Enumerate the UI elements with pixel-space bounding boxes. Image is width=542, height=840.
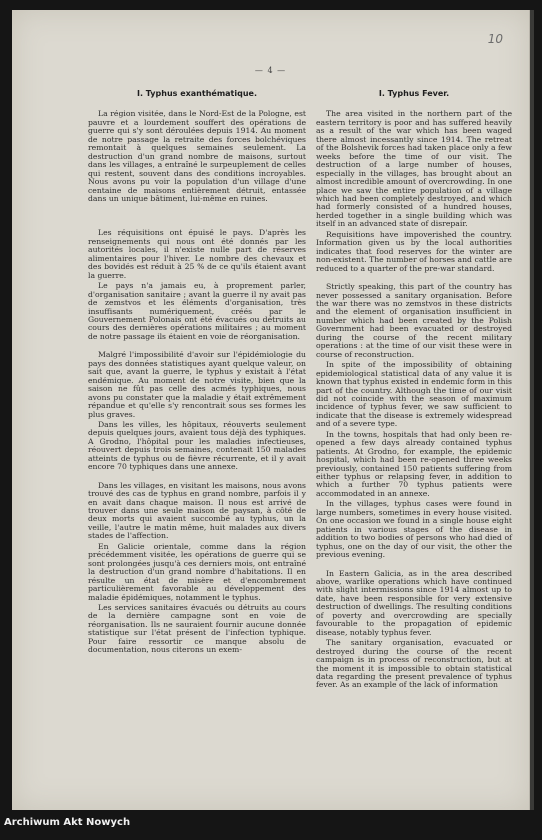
right-paragraph: Strictly speaking, this part of the country has never possessed a sanitary organisation. Before the war there was no zemstvos in these districts and the element of organisation insufficient in number which had been created by the Polish Government had been evacuated or destroyed during the course of the recent military operations : at the time of our visit these were in course of reconstruction.	[316, 282, 512, 359]
left-paragraph: Malgré l'impossibilité d'avoir sur l'épidémiologie du pays des données statistiques ayant quelque valeur, on sait que, avant la guerre, le typhus y existait à l'état endémique. Au moment de notre visite, bien que la saison ne fût pas celle des acmés typhiques, nous avons pu constater que la maladie y était extrêmement répandue et qu'elle s'y rencontrait sous ses formes les plus graves.	[88, 350, 306, 419]
document-page	[12, 10, 534, 810]
left-paragraph: Les services sanitaires évacués ou détruits au cours de la dernière campagne sont en voie de réorganisation. Ils ne sauraient fournir aucune donnée statistique sur l'état présent de l'infection typhique. Pour faire ressortir ce manque absolu de documentation, nous citerons un exem-	[88, 603, 306, 655]
left-paragraph: Dans les villages, en visitant les maisons, nous avons trouvé des cas de typhus en grand nombre, parfois il y en avait dans chaque maison. Il nous est arrivé de trouver dans une seule maison de paysan, à côté de deux morts qui avaient succombé au typhus, un la veille, l'autre le matin même, huit malades aux divers stades de l'affection.	[88, 480, 306, 541]
right-paragraph: The sanitary organisation, evacuated or destroyed during the course of the recent campaign is in process of reconstruction, but at the moment it is impossible to obtain statistical data regarding the present prevalence of typhus fever. As an example of the lack of information	[316, 638, 512, 690]
left-paragraph: La région visitée, dans le Nord-Est de la Pologne, est pauvre et a lourdement souffert des opérations de guerre qui s'y sont déroulées depuis 1914. Au moment de notre passage la retraite des forces bolchéviques remontait à quelques semaines seulement. La destruction d'un grand nombre de maisons, surtout dans les villages, a entraîné le surpeuplement de celles qui restent, souvent dans des conditions incroyables. Nous avons pu voir la population d'un village d'une centaine de maisons entièrement détruit, entassée dans un unique bâtiment, lui-même en ruines.	[88, 109, 306, 203]
right-column-english	[316, 90, 512, 692]
left-paragraph: Le pays n'a jamais eu, à proprement parler, d'organisation sanitaire ; avant la guerre il ny avait pas de zemstvos et les éléments d'organisation, très insuffisants numériquement, créés par le Gouvernement Polonais ont été évacués ou détruits au cours des dernières opérations militaires ; au moment de notre passage ils étaient en voie de réorganisation.	[88, 281, 306, 341]
left-paragraph: En Galicie orientale, comme dans la région précédemment visitée, les opérations de guerre qui se sont prolongées jusqu'à ces derniers mois, ont entraîné la destruction d'un grand nombre d'habitations. Il en résulte un état de misère et d'encombrement particulièrement favorable au développement des maladie épidémiques, notamment le typhus.	[88, 541, 306, 602]
left-paragraph: Les réquisitions ont épuisé le pays. D'après les renseignements qui nous ont été donnés par les autorités locales, il n'existe nulle part de réserves alimentaires pour l'hiver. Le nombre des chevaux et des bovidés est réduit à 25 % de ce qu'ils étaient avant la guerre.	[88, 228, 306, 280]
footer-bar	[0, 810, 542, 840]
archive-label: Archiwum Akt Nowych	[4, 817, 131, 828]
page-number: — 4 —	[254, 66, 287, 75]
right-paragraph: The area visited in the northern part of the eastern territory is poor and has suffered heavily as a result of the war which has been waged there almost incessantly since 1914. The retreat of the Bolshevik forces had taken place only a few weeks before the time of our visit. The destruction of a large number of houses, especially in the villages, has brought about an almost incredible amount of overcrowding. In one place we saw the entire population of a village which had been completely destroyed, and which had formerly consisted of a hundred houses, herded together in a single building which was itself in an advanced state of disrepair.	[316, 109, 512, 229]
page-inner	[12, 10, 530, 810]
right-paragraph: In the towns, hospitals that had only been re-opened a few days already contained typhus patients. At Grodno, for example, the epidemic hospital, which had been re-opened three weeks previously, contained 150 patients suffering from either typhus or relapsing fever, in addition to which a further 70 typhus patients were accommodated in an annexe.	[316, 429, 512, 498]
handwritten-page-number: 10	[487, 32, 503, 46]
right-paragraph: In Eastern Galicia, as in the area described above, warlike operations which have continued with slight intermissions since 1914 almost up to date, have been responsible for very extensive destruction of dwellings. The resulting conditions of poverty and overcrowding are specially favourable to the propagation of epidemic disease, notably typhus fever.	[316, 568, 512, 637]
right-paragraph: In the villages, typhus cases were found in large numbers, sometimes in every house visited. On one occasion we found in a single house eight patients in various stages of the disease in addition to two bodies of persons who had died of typhus, one on the day of our visit, the other the previous evening.	[316, 499, 512, 560]
right-paragraph: In spite of the impossibility of obtaining epidemiological statistical data of any value it is known that typhus existed in endemic form in this part of the country. Although the time of our visit did not coincide with the season of maximum incidence of typhus fever, we saw sufficient to indicate that the disease is extremely widespread and of a severe type.	[316, 360, 512, 429]
left-column-french	[88, 90, 306, 657]
left-paragraph: Dans les villes, les hôpitaux, réouverts seulement depuis quelques jours, avaient tous déjà des typhiques. A Grodno, l'hôpital pour les maladies infectieuses, réouvert depuis trois semaines, contenait 150 malades atteints de typhus ou de fièvre récurrente, et il y avait encore 70 typhiques dans une annexe.	[88, 419, 306, 472]
left-column-title: I. Typhus exanthématique.	[137, 89, 257, 98]
right-paragraph: Requisitions have impoverished the country. Information given us by the local authorities indicates that food reserves for the winter are non-existent. The number of horses and cattle are reduced to a quarter of the pre-war standard.	[316, 229, 512, 273]
right-column-title: I. Typhus Fever.	[378, 89, 450, 98]
